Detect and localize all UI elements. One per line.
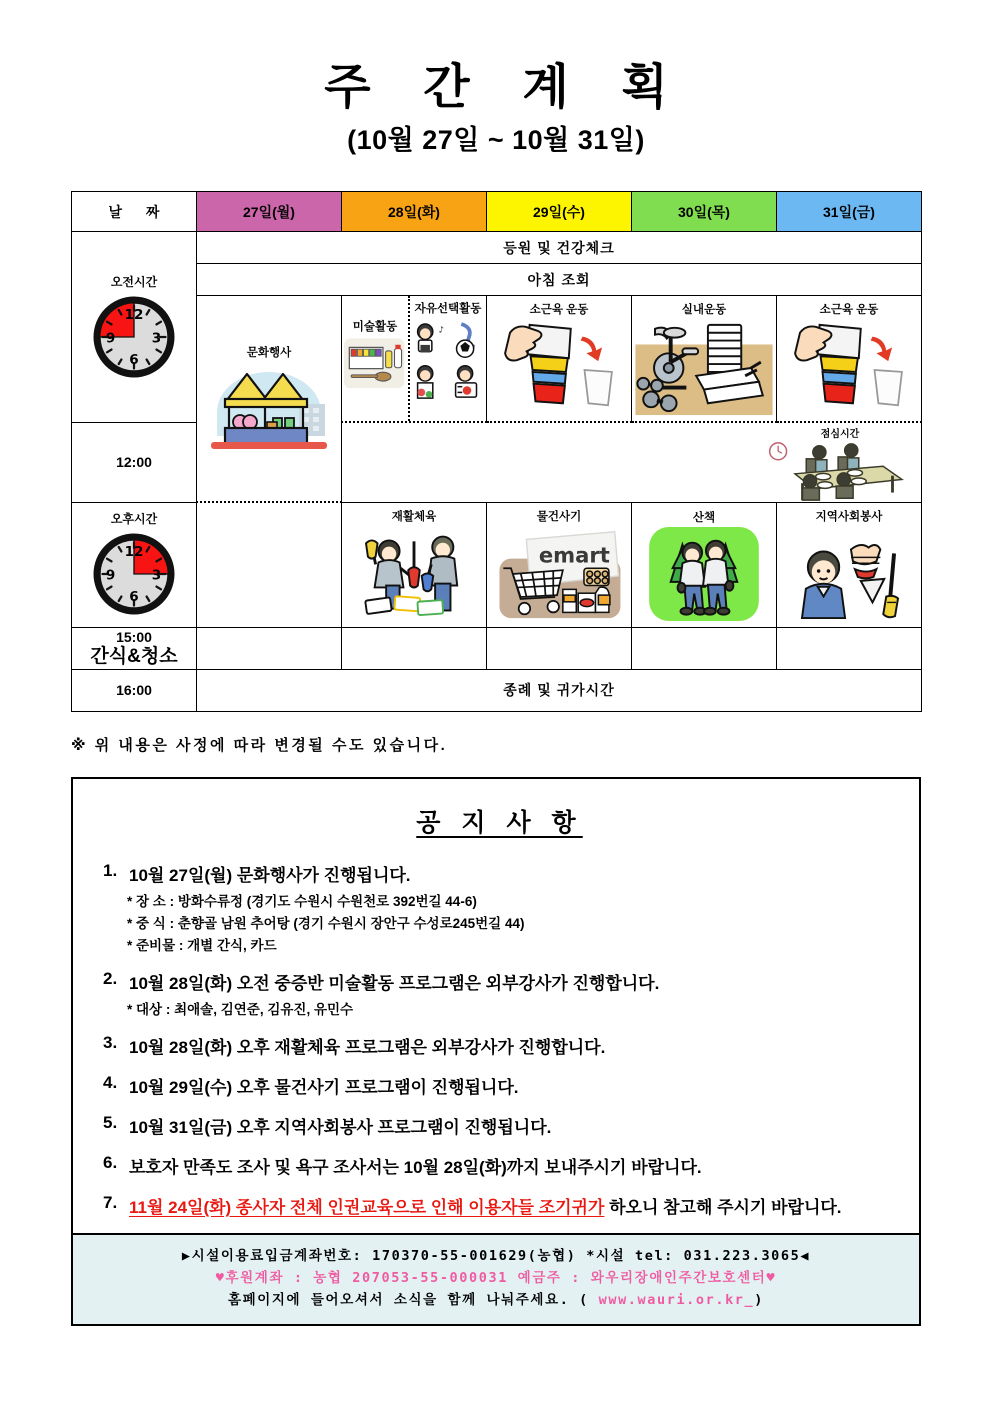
cell-snack-fri	[777, 627, 922, 669]
cell-tue-free-choice	[410, 296, 486, 421]
notice-item-main	[103, 1033, 891, 1058]
notice-list	[73, 861, 919, 1218]
activity-label-culture-event: 문화행사	[246, 347, 292, 360]
footer-homepage-text: 홈페이지에 들어오셔서 소식을 함께 나눠주세요. (	[227, 1292, 599, 1309]
notice-item-highlighted	[103, 1193, 891, 1218]
morning-time-label: 오전시간	[110, 274, 158, 289]
notice-item-text: 10월 27일(월) 문화행사가 진행됩니다.	[129, 865, 411, 885]
cell-wed-fine-motor	[487, 296, 632, 423]
notice-item-sub: * 준비물 : 개별 간식, 카드	[127, 937, 277, 953]
activity-label-walk: 산책	[692, 511, 716, 524]
notice-item	[103, 1073, 891, 1098]
notice-item-subs	[127, 998, 891, 1018]
snack-time-label: 간식&청소	[90, 645, 178, 667]
schedule-table-wrapper	[71, 191, 921, 712]
header-day-fri: 31일(금)	[777, 192, 922, 232]
header-date-label: 날 짜	[72, 192, 197, 232]
cell-fri-fine-motor	[777, 296, 922, 423]
notice-item-number: 5.	[103, 1112, 118, 1132]
notice-item-number: 7.	[103, 1192, 118, 1212]
page-title-block	[0, 0, 992, 157]
notice-item	[103, 969, 891, 1018]
notice-item-main	[103, 1193, 891, 1218]
header-day-thu: 30일(목)	[632, 192, 777, 232]
footer-account-line: ▶시설이용료입금계좌번호: 170370-55-001629(농협) *시설 tel: 031.223.3065◀	[181, 1247, 811, 1264]
notice-item-subs	[127, 890, 891, 954]
disclaimer-text: ※ 위 내용은 사정에 따라 변경될 수도 있습니다.	[71, 736, 448, 754]
activity-label-indoor-exercise: 실내운동	[681, 303, 727, 316]
notice-item-text: 10월 31일(금) 오후 지역사회봉사 프로그램이 진행됩니다.	[129, 1117, 552, 1137]
notice-item-text: 10월 28일(화) 오전 중증반 미술활동 프로그램은 외부강사가 진행합니다.	[129, 973, 660, 993]
cell-snack-mon	[197, 627, 342, 669]
cell-wed-shopping	[487, 502, 632, 627]
cell-snack-tue	[342, 627, 487, 669]
notice-highlight-tail: 하오니 참고해 주시기 바랍니다.	[604, 1197, 842, 1217]
notice-item-text	[129, 1193, 842, 1218]
row-arrival	[72, 232, 922, 264]
activity-label-rehab: 재활체육	[391, 510, 437, 523]
cell-snack-time	[72, 627, 197, 669]
shopping-illustration	[487, 526, 631, 622]
cell-mon-culture-event	[197, 296, 342, 503]
cell-fri-community-service	[777, 502, 922, 627]
page-subtitle: (10월 27일 ~ 10월 31일)	[347, 125, 645, 156]
notice-item	[103, 1033, 891, 1058]
cell-tue-art-activity	[342, 296, 410, 421]
cell-morning-meeting: 아침 조회	[197, 264, 922, 296]
header-day-wed: 29일(수)	[487, 192, 632, 232]
cell-thu-walk	[632, 502, 777, 627]
header-day-tue: 28일(화)	[342, 192, 487, 232]
lunch-label: 점심시간	[820, 429, 860, 441]
svg-text:6: 6	[129, 589, 139, 606]
walk-illustration	[632, 527, 776, 621]
afternoon-clock-icon	[89, 529, 179, 619]
cup-stacking-illustration-fri	[777, 319, 921, 417]
culture-event-illustration	[197, 366, 341, 451]
cell-snack-wed	[487, 627, 632, 669]
indoor-gym-illustration	[632, 319, 776, 417]
notice-item-number: 2.	[103, 968, 118, 988]
snack-time-value: 15:00	[116, 629, 152, 646]
cell-snack-thu	[632, 627, 777, 669]
cell-lunch	[342, 422, 922, 502]
svg-text:3: 3	[151, 330, 162, 347]
mart-brand-label: emart	[538, 542, 610, 568]
footer-homepage-tail: )	[754, 1292, 765, 1309]
svg-text:6: 6	[129, 351, 139, 368]
activity-label-fine-motor-wed: 소근육 운동	[529, 303, 589, 316]
row-afternoon-activities	[72, 502, 922, 627]
notice-item-sub: * 장 소 : 방화수류정 (경기도 수원시 수원천로 392번길 44-6)	[127, 893, 477, 909]
rehab-exercise-illustration	[342, 526, 486, 622]
row-morning-meeting	[72, 264, 922, 296]
row-closing	[72, 669, 922, 711]
notice-title: 공 지 사 항	[416, 808, 583, 837]
cell-tue-morning	[342, 296, 487, 423]
activity-label-art: 미술활동	[352, 321, 398, 334]
notice-item-text: 10월 28일(화) 오후 재활체육 프로그램은 외부강사가 진행합니다.	[129, 1037, 606, 1057]
notice-item	[103, 1153, 891, 1178]
cell-afternoon-time	[72, 502, 197, 627]
header-day-mon: 27일(월)	[197, 192, 342, 232]
svg-text:3: 3	[151, 567, 162, 584]
footer-homepage-line	[73, 1289, 919, 1311]
notice-item-main	[103, 1153, 891, 1178]
activity-label-fine-motor-fri: 소근육 운동	[819, 303, 879, 316]
activity-label-community-service: 지역사회봉사	[815, 510, 883, 523]
cell-noon-time: 12:00	[72, 422, 197, 502]
lunch-table-illustration	[765, 440, 915, 502]
notice-item-main	[103, 861, 891, 886]
weekly-schedule-table	[71, 191, 922, 712]
table-header-row	[72, 192, 922, 232]
footer-contact-block	[73, 1233, 919, 1324]
cell-closing-time: 16:00	[72, 669, 197, 711]
notice-item-sub: * 중 식 : 춘향골 남원 추어탕 (경기 수원시 장안구 수성로245번길 44)	[127, 915, 525, 931]
svg-text:12: 12	[124, 306, 144, 323]
cell-morning-time	[72, 232, 197, 423]
afternoon-time-label: 오후시간	[110, 512, 158, 527]
cell-tue-rehab-exercise	[342, 502, 487, 627]
row-snack-cleaning	[72, 627, 922, 669]
svg-text:12: 12	[124, 544, 144, 561]
notice-item-number: 6.	[103, 1152, 118, 1172]
cell-closing-label: 종례 및 귀가시간	[197, 669, 922, 711]
notice-item-sub: * 대상 : 최애솔, 김연준, 김유진, 유민수	[127, 1001, 354, 1017]
cell-thu-indoor-exercise	[632, 296, 777, 423]
svg-text:9: 9	[105, 330, 116, 347]
notice-item-number: 4.	[103, 1072, 118, 1092]
notice-item-number: 3.	[103, 1032, 118, 1052]
art-supplies-illustration	[344, 336, 406, 396]
activity-label-free-choice: 자유선택활동	[414, 303, 482, 316]
homepage-url[interactable]: www.wauri.or.kr_	[598, 1292, 755, 1309]
community-service-illustration	[777, 526, 921, 622]
notice-item	[103, 861, 891, 954]
lunch-illustration-group	[765, 425, 915, 502]
svg-text:9: 9	[105, 567, 116, 584]
notice-highlight-red: 11월 24일(화) 종사자 전체 인권교육으로 인해 이용자들 조기귀가	[129, 1197, 605, 1217]
activity-label-shopping: 물건사기	[536, 510, 582, 523]
row-morning-activities	[72, 296, 922, 423]
morning-clock-icon	[89, 292, 179, 382]
notice-item-main	[103, 1073, 891, 1098]
footer-donation-line: ♥후원계좌 : 농협 207053-55-000031 예금주 : 와우리장애인주간보호센터♥	[215, 1270, 777, 1287]
notice-item-number: 1.	[103, 860, 118, 880]
notice-item-text: 10월 29일(수) 오후 물건사기 프로그램이 진행됩니다.	[129, 1077, 519, 1097]
notice-item-main	[103, 1113, 891, 1138]
cell-mon-afternoon-blank	[197, 502, 342, 627]
notice-item-main	[103, 969, 891, 994]
free-choice-illustration	[410, 318, 486, 406]
notice-box	[71, 777, 921, 1326]
page-title: 주 간 계 획	[324, 59, 686, 115]
notice-item-text: 보호자 만족도 조사 및 욕구 조사서는 10월 28일(화)까지 보내주시기 바랍니다.	[129, 1157, 702, 1177]
cell-arrival-healthcheck: 등원 및 건강체크	[197, 232, 922, 264]
notice-item	[103, 1113, 891, 1138]
cup-stacking-illustration-wed	[487, 319, 631, 417]
svg-text:♪: ♪	[438, 325, 444, 336]
